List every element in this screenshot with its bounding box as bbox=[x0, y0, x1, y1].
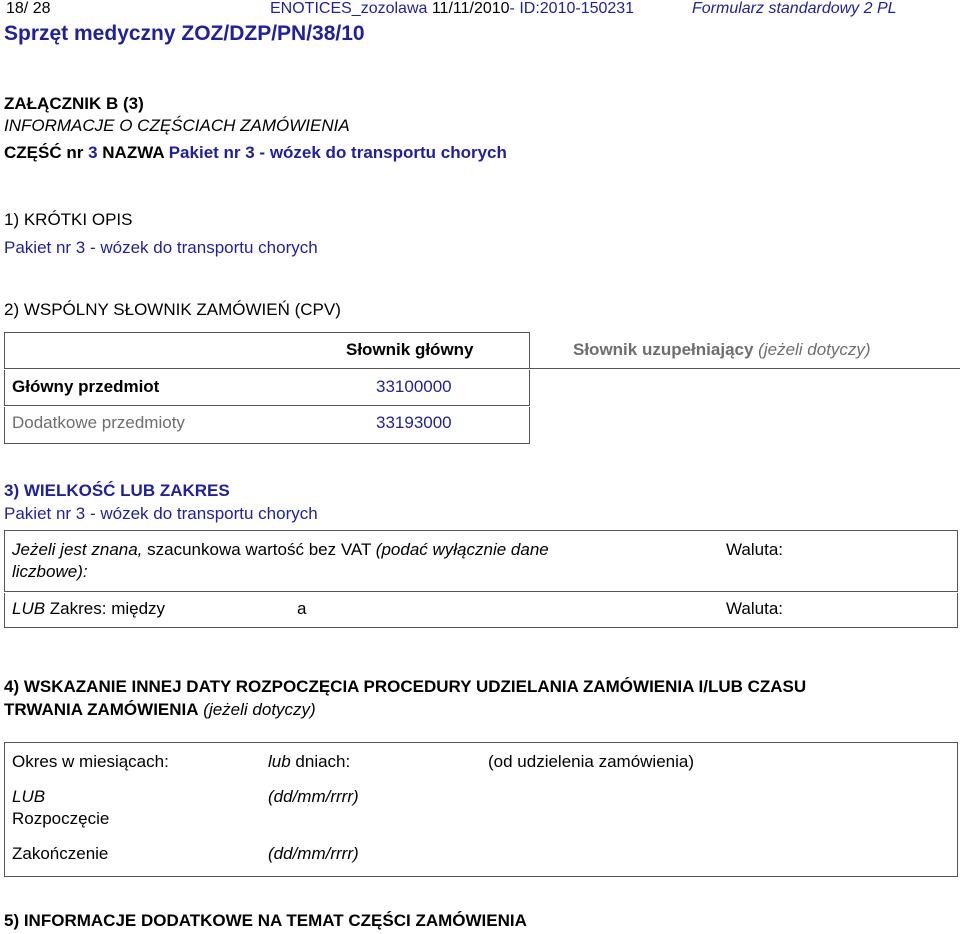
section4-heading-note: (jeżeli dotyczy) bbox=[203, 700, 316, 719]
cpv-header-divider bbox=[4, 368, 530, 370]
range-between: Zakres: między bbox=[45, 599, 166, 618]
range-and: a bbox=[297, 599, 307, 618]
notice-date: 11/11/2010 bbox=[431, 0, 510, 17]
currency-label-1: Waluta: bbox=[726, 540, 784, 559]
range-label bbox=[12, 599, 165, 619]
notice-suffix: - ID:2010-150231 bbox=[509, 0, 635, 17]
cpv-col-supp-label: Słownik uzupełniający bbox=[573, 340, 754, 359]
short-description: Pakiet nr 3 - wózek do transportu chorych bbox=[4, 238, 318, 257]
from-award-label: (od udzielenia zamówienia) bbox=[488, 752, 695, 771]
cpv-main-label: Główny przedmiot bbox=[12, 377, 160, 396]
estimate-row-divider bbox=[4, 591, 958, 593]
form-type bbox=[692, 0, 897, 18]
part-number: 3 bbox=[88, 143, 98, 162]
cpv-supp-value-cell bbox=[529, 368, 960, 444]
part-name: Pakiet nr 3 - wózek do transportu chorych bbox=[168, 143, 507, 162]
end-date-format: (dd/mm/rrrr) bbox=[268, 844, 359, 863]
cpv-col-supp bbox=[573, 340, 871, 360]
document-reference: Sprzęt medyczny ZOZ/DZP/PN/38/10 bbox=[4, 22, 365, 45]
currency-label-2: Waluta: bbox=[726, 599, 784, 618]
annex-title: ZAŁĄCZNIK B (3) bbox=[4, 94, 144, 113]
section3-heading: 3) WIELKOŚĆ LUB ZAKRES bbox=[4, 481, 230, 500]
cpv-col-supp-note: (jeżeli dotyczy) bbox=[758, 340, 871, 359]
days-label bbox=[268, 752, 350, 772]
section4-heading-text: TRWANIA ZAMÓWIENIA bbox=[4, 700, 199, 719]
days-text: dniach: bbox=[290, 752, 351, 771]
quantity-description: Pakiet nr 3 - wózek do transportu chorych bbox=[4, 504, 318, 523]
part-label: CZĘŚĆ nr bbox=[4, 143, 84, 162]
end-label: Zakończenie bbox=[12, 844, 109, 863]
form-prefix: Formularz standardowy 2 bbox=[692, 0, 877, 17]
section5-heading: 5) INFORMACJE DODATKOWE NA TEMAT CZĘŚCI ZAMÓWIENIA bbox=[4, 911, 527, 930]
start-date-format: (dd/mm/rrrr) bbox=[268, 787, 359, 806]
days-lub: lub bbox=[268, 752, 291, 771]
section4-heading-line1: 4) WSKAZANIE INNEJ DATY ROZPOCZĘCIA PROCEDURY UDZIELANIA ZAMÓWIENIA I/LUB CZASU bbox=[4, 677, 807, 696]
section1-heading: 1) KRÓTKI OPIS bbox=[4, 210, 133, 229]
annex-subtitle: INFORMACJE O CZĘŚCIACH ZAMÓWIENIA bbox=[4, 116, 350, 135]
notice-prefix: ENOTICES_zozolawa bbox=[270, 0, 432, 17]
name-label: NAZWA bbox=[102, 143, 164, 162]
estimate-italic2: (podać wyłącznie dane bbox=[375, 540, 549, 559]
cpv-extra-code: 33193000 bbox=[376, 413, 452, 432]
estimate-label-line2: liczbowe): bbox=[12, 562, 88, 581]
range-lub: LUB bbox=[12, 599, 46, 618]
estimate-plain: szacunkowa wartość bez VAT bbox=[142, 540, 376, 559]
estimate-label-line1 bbox=[12, 540, 549, 560]
months-label: Okres w miesiącach: bbox=[12, 752, 169, 771]
cpv-extra-label: Dodatkowe przedmioty bbox=[12, 413, 185, 432]
start-label: Rozpoczęcie bbox=[12, 809, 110, 828]
notice-id bbox=[270, 0, 634, 18]
cpv-main-code: 33100000 bbox=[376, 377, 452, 396]
cpv-col-main: Słownik główny bbox=[346, 340, 474, 359]
estimate-italic1: Jeżeli jest znana, bbox=[12, 540, 143, 559]
cpv-row-divider bbox=[4, 405, 530, 407]
section4-heading-line2 bbox=[4, 700, 316, 720]
form-lang: PL bbox=[876, 0, 897, 17]
section2-heading: 2) WSPÓLNY SŁOWNIK ZAMÓWIEŃ (CPV) bbox=[4, 300, 341, 319]
part-line bbox=[4, 143, 507, 163]
duration-lub: LUB bbox=[12, 787, 46, 806]
page-number: 18/ 28 bbox=[6, 0, 51, 17]
